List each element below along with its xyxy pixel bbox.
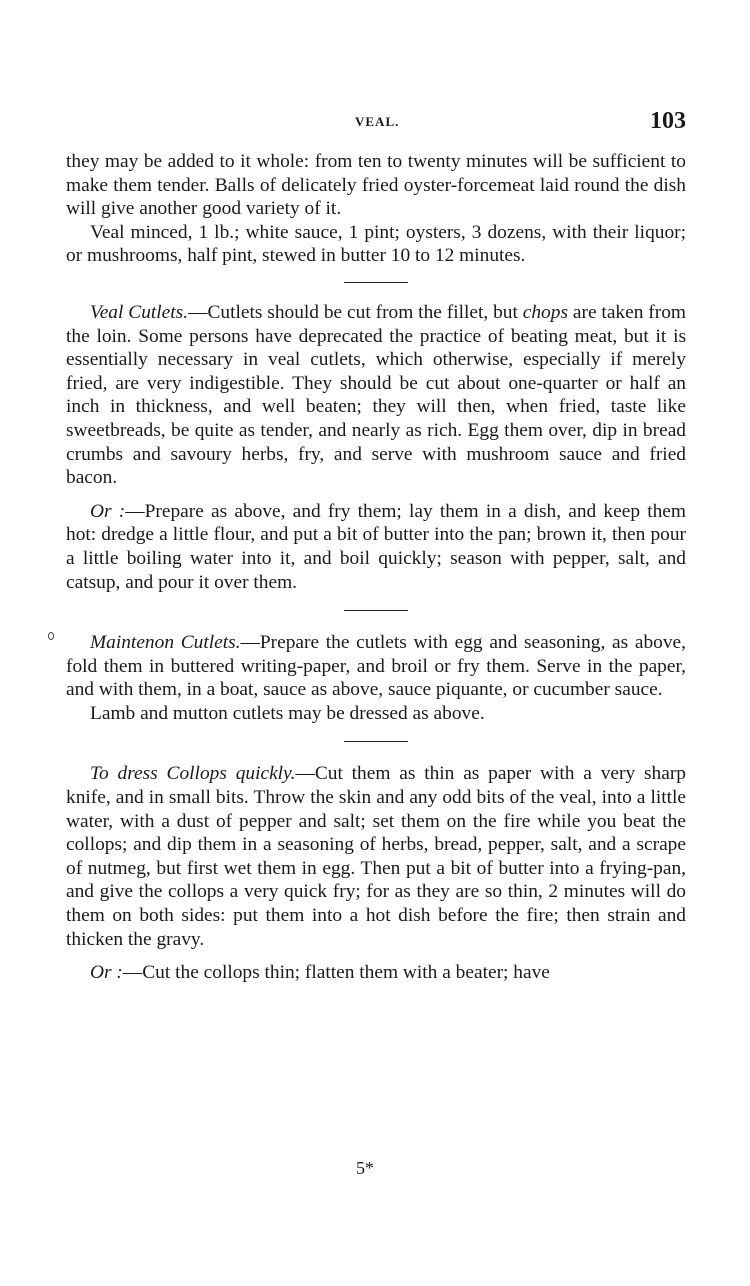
page-header: [0, 108, 750, 142]
recipe-text: —Cut them as thin as paper with a very sharp knife, and in small bits. Throw the skin and any odd bits of the veal, into a little water, with a dust of pepper and salt; set them on the fire while you beat the collops; and dip them in a seasoning of herbs, bread, pepper, salt, and a scrape of nutmeg, but first wet them in egg. Then put a bit of butter into a frying-pan, and give the collops a very quick fry; for as they are so thin, 2 minutes will do them on both sides: put them into a hot dish before the fire; then strain and thicken the gravy.: [66, 763, 686, 950]
emphasis-chops: chops: [522, 301, 568, 323]
veal-cutlets-paragraph: [66, 301, 686, 490]
variant-label: Or :: [90, 962, 123, 984]
ingredients-paragraph: Veal minced, 1 lb.; white sauce, 1 pint; oysters, 3 dozens, with their liquor; or mushrooms, half pint, stewed in butter 10 to 12 minutes.: [66, 221, 686, 267]
recipe-title-collops: To dress Collops quickly.: [90, 763, 296, 785]
maintenon-note: Lamb and mutton cutlets may be dressed as above.: [90, 702, 485, 724]
section-divider: [344, 282, 408, 283]
section-divider: [344, 610, 408, 611]
running-head: VEAL.: [355, 114, 400, 129]
signature-mark: 5*: [356, 1158, 374, 1178]
maintenon-cutlets-paragraph: [66, 631, 686, 702]
collops-paragraph: [66, 762, 686, 951]
recipe-text: —Prepare the cutlets with egg and seasoning, as above, fold them in buttered writing-paper, and broil or fry them. Serve in the paper, and with them, in a boat, sauce as above, sauce piquante, or cucumber sauce.: [66, 632, 687, 701]
veal-cutlets-variant: [66, 500, 686, 594]
recipe-title-veal-cutlets: Veal Cutlets.: [90, 301, 189, 323]
collops-variant: [66, 961, 686, 985]
recipe-text: —Cutlets should be cut from the fillet, but: [188, 301, 523, 323]
variant-label: Or :: [90, 500, 126, 522]
variant-text: —Cut the collops thin; flatten them with a beater; have: [122, 962, 550, 984]
recipe-text: are taken from the loin. Some persons have deprecated the practice of beating meat, but it is essentially necessary in veal cutlets, which otherwise, especially if merely fried, are very indigestible. They should be cut about one-quarter or half an inch in thickness, and well beaten; they will then, when fried, taste like sweetbreads, be quite as tender, and nearly as rich. Egg them over, dip in bread crumbs and savoury herbs, fry, and serve with mushroom sauce and fried bacon.: [66, 301, 686, 489]
recipe-title-maintenon: Maintenon Cutlets.: [90, 632, 241, 654]
page-number: 103: [650, 108, 686, 134]
body-text: [66, 150, 686, 985]
section-divider: [344, 741, 408, 742]
continuation-paragraph: they may be added to it whole: from ten to twenty minutes will be sufficient to make them tender. Balls of delicately fried oyster-forcemeat laid round the dish will give another good variety of it.: [66, 151, 686, 220]
stray-ink-mark: [48, 632, 54, 640]
variant-text: —Prepare as above, and fry them; lay them in a dish, and keep them hot: dredge a little flour, and put a bit of butter into the pan; brown it, then pour a little boiling water into it, and boil quickly; season with pepper, salt, and catsup, and pour it over them.: [66, 500, 686, 593]
